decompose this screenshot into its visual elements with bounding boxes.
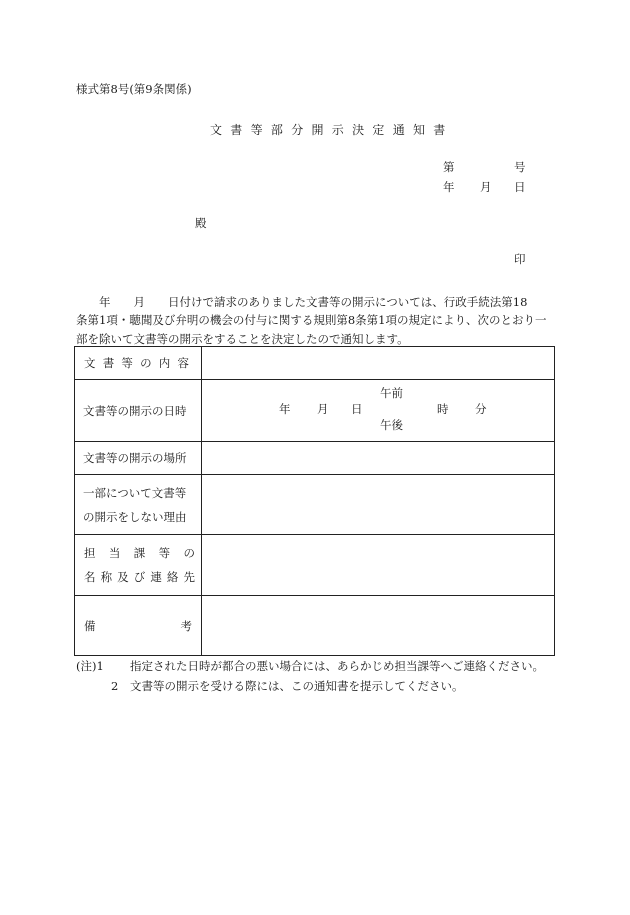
dt-am: 午前: [380, 386, 403, 400]
value-disclosure-place[interactable]: [202, 442, 555, 475]
table-row-reason: [75, 475, 555, 535]
label-disclosure-datetime: 文書等の開示の日時: [75, 380, 202, 442]
date-day: 日: [514, 180, 526, 194]
disclosure-table: [74, 346, 555, 656]
date-year: 年: [443, 180, 455, 194]
value-document-content[interactable]: [202, 347, 555, 380]
table-row-place: [75, 442, 555, 475]
dt-month: 月: [317, 402, 329, 416]
label-remarks: 備 考: [75, 596, 202, 656]
dt-hour: 時: [437, 402, 449, 416]
note-2-text: 文書等の開示を受ける際には、この通知書を提示してください。: [130, 679, 464, 693]
dt-year: 年: [279, 402, 291, 416]
body-line-1: 年 月 日付けで請求のありました文書等の開示については、行政手続法第18: [76, 295, 528, 309]
number-prefix: 第: [443, 160, 455, 174]
table-row-content: [75, 347, 555, 380]
date-month: 月: [480, 180, 492, 194]
label-disclosure-place: 文書等の開示の場所: [75, 442, 202, 475]
dt-day: 日: [351, 402, 363, 416]
note-1-prefix: (注)1: [76, 659, 104, 673]
value-nondisclosure-reason[interactable]: [202, 475, 555, 535]
body-line-3: 部を除いて文書等の開示をすることを決定したので通知します。: [76, 331, 409, 346]
body-line-2: 条第1項・聴聞及び弁明の機会の付与に関する規則第8条第1項の規定により、次のとおり一: [76, 313, 547, 328]
form-number: 様式第8号(第9条関係): [76, 82, 192, 96]
value-department-contact[interactable]: [202, 535, 555, 596]
dt-pm: 午後: [380, 418, 403, 432]
addressee-suffix: 殿: [195, 216, 207, 230]
label-document-content: 文 書 等 の 内 容: [75, 347, 202, 380]
body-paragraph: [76, 293, 560, 348]
document-title: 文書等部分開示決定通知書: [210, 123, 454, 137]
number-suffix: 号: [514, 160, 526, 174]
dt-minute: 分: [475, 402, 487, 416]
table-row-datetime: [75, 380, 555, 442]
table-row-contact: [75, 535, 555, 596]
value-disclosure-datetime[interactable]: [202, 380, 555, 442]
label-nondisclosure-reason: 一部について文書等 の開示をしない理由: [75, 475, 202, 535]
table-row-remarks: [75, 596, 555, 656]
note-2-prefix: 2: [111, 679, 119, 693]
value-remarks[interactable]: [202, 596, 555, 656]
label-department-contact: 担 当 課 等 の 名 称 及 び 連 絡 先: [75, 535, 202, 596]
seal-mark: 印: [514, 252, 526, 266]
note-1-text: 指定された日時が都合の悪い場合には、あらかじめ担当課等へご連絡ください。: [130, 659, 544, 673]
